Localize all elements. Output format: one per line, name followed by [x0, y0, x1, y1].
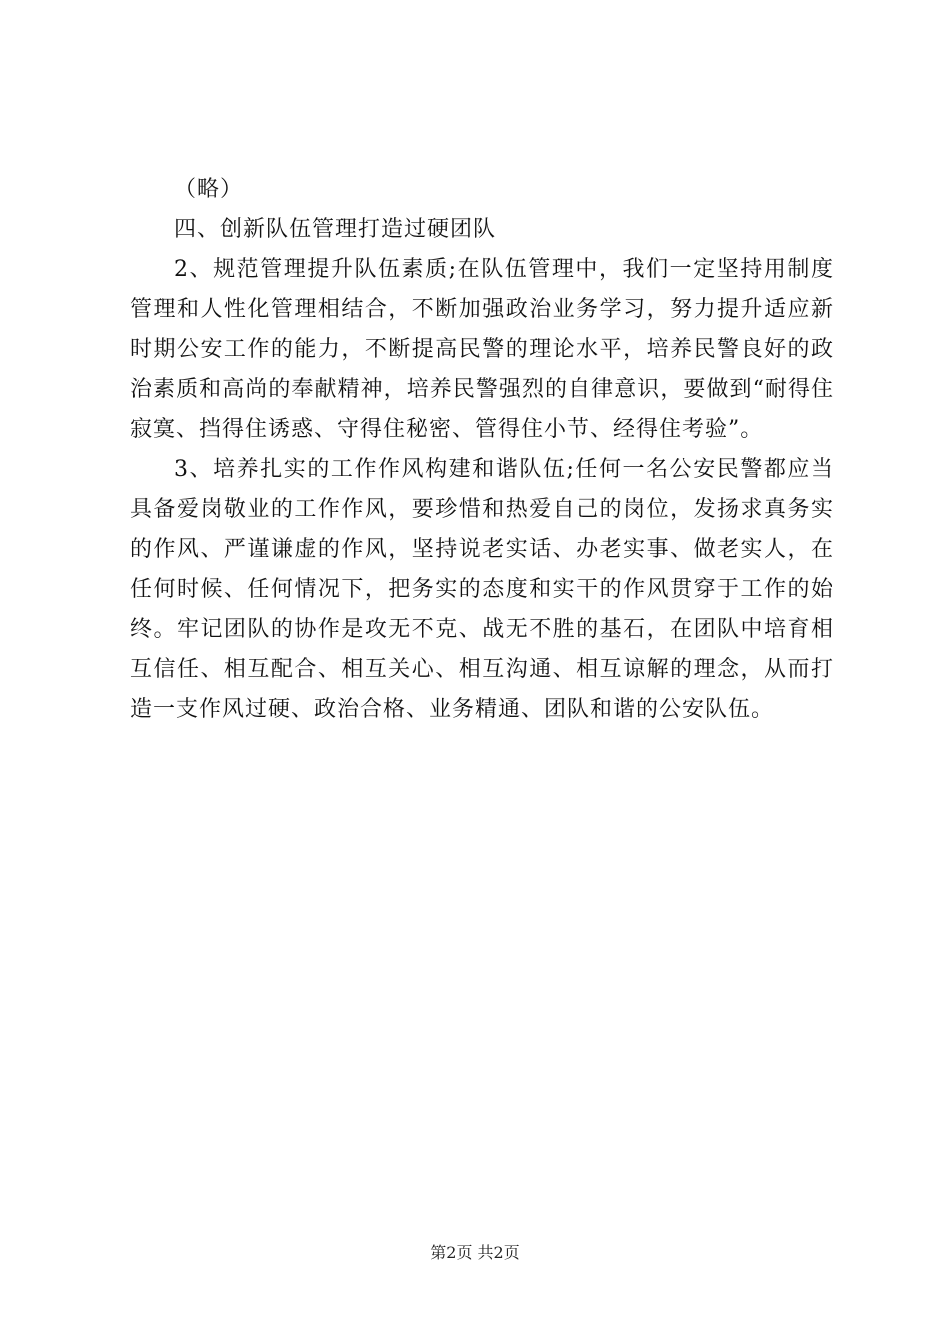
omitted-note: （略） [174, 177, 244, 202]
document-body [130, 170, 834, 730]
section-heading: 四、创新队伍管理打造过硬团队 [174, 217, 497, 242]
paragraph-work-style: 3、培养扎实的工作作风构建和谐队伍;任何一名公安民警都应当具备爱岗敬业的工作作风，要珍惜和热爱自己的岗位，发扬求真务实的作风、严谨谦虚的作风，坚持说老实话、办老实事、做老实人，在任何时候、任何情况下，把务实的态度和实干的作风贯穿于工作的始终。牢记团队的协作是攻无不克、战无不胜的基石，在团队中培育相互信任、相互配合、相互关心、相互沟通、相互谅解的理念，从而打造一支作风过硬、政治合格、业务精通、团队和谐的公安队伍。 [130, 457, 834, 722]
paragraph-standardized-management: 2、规范管理提升队伍素质;在队伍管理中，我们一定坚持用制度管理和人性化管理相结合，不断加强政治业务学习，努力提升适应新时期公安工作的能力，不断提高民警的理论水平，培养民警良好的政治素质和高尚的奉献精神，培养民警强烈的自律意识，要做到“耐得住寂寞、挡得住诱惑、守得住秘密、管得住小节、经得住考验”。 [130, 257, 834, 442]
page-number-footer: 第2页 共2页 [430, 1243, 520, 1262]
